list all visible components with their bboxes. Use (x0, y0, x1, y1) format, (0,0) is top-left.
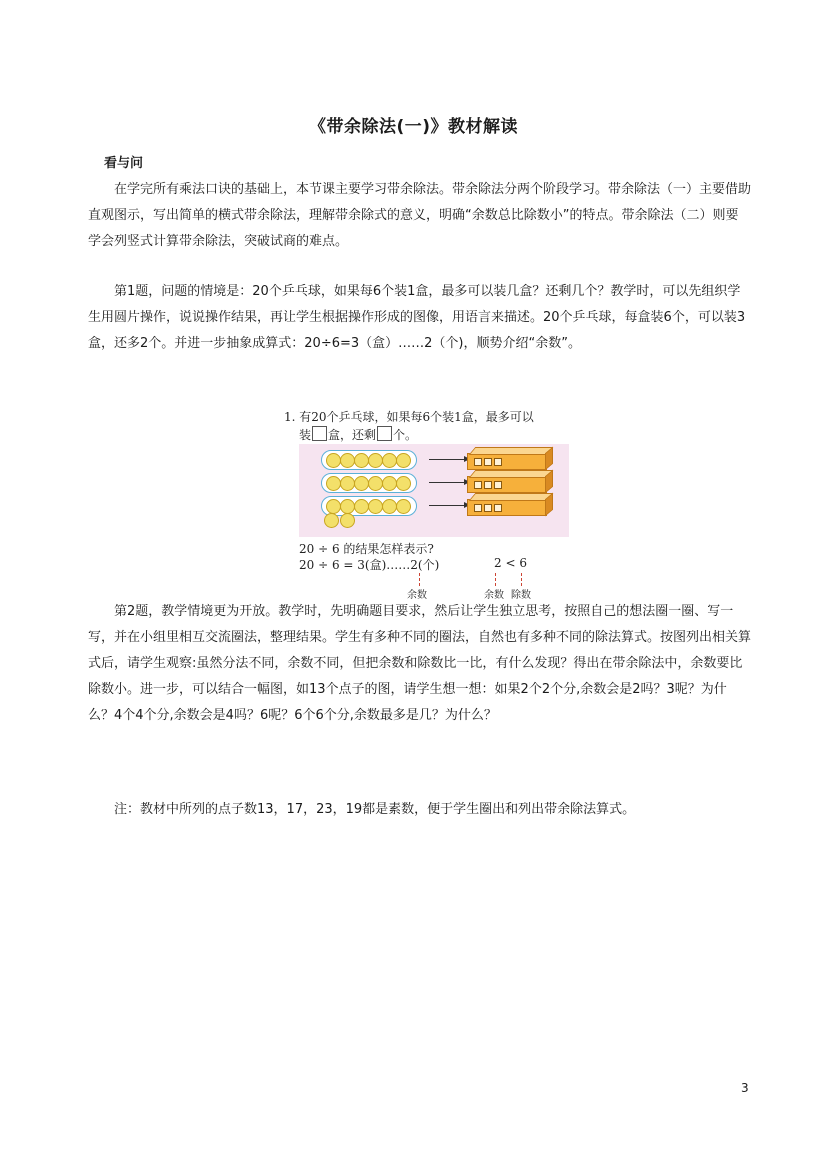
label-divisor: 除数 (511, 590, 531, 601)
ball-icon (368, 453, 383, 468)
figure-problem-line-1: 1. 有20个乒乓球，如果每6个装1盒，最多可以 (284, 410, 534, 424)
ball-group-2 (321, 473, 417, 493)
page-number: 3 (741, 1081, 749, 1095)
arrow-right-icon (429, 482, 469, 483)
ball-icon (368, 476, 383, 491)
dashed-pointer (419, 573, 420, 586)
arrow-right-icon (429, 505, 469, 506)
ball-icon (368, 499, 383, 514)
box-icon (467, 453, 547, 470)
box-icon (467, 499, 547, 516)
paragraph-problem-2: 第2题，教学情境更为开放。教学时，先明确题目要求，然后让学生独立思考，按照自己的想法圈一圈、写一写，并在小组里相互交流圈法，整理结果。学生有多种不同的圈法，自然也有多种不同的除法算式。按图列出相关算式后，请学生观察:虽然分法不同，余数不同，但把余数和除数比一比，有什么发现？得出在带余除法中，余数要比除数小。进一步，可以结合一幅图，如13个点子的图，请学生想一想：如果2个2个分,余数会是2吗？3呢？为什么？4个4个分,余数会是4吗？6呢？6个6个分,余数最多是几？为什么？ (88, 604, 752, 723)
figure-problem-line-2: 装 盒，还剩 个。 (299, 428, 418, 442)
leftover-ball-icon (340, 513, 355, 528)
label-remainder: 余数 (484, 590, 504, 601)
ball-icon (396, 453, 411, 468)
document-title: 《带余除法(一)》教材解读 (308, 117, 519, 137)
ball-icon (354, 499, 369, 514)
paragraph-problem-1: 第1题，问题的情境是：20个乒乓球，如果每6个装1盒，最多可以装几盒？还剩几个？教学时，可以先组织学生用圆片操作，说说操作结果，再让学生根据操作形成的图像，用语言来描述。20个乒乓球，每盒装6个，可以装3盒，还多2个。并进一步抽象成算式：20÷6=3（盒）……2（个)，顺势介绍“余数”。 (88, 284, 746, 351)
ball-icon (396, 499, 411, 514)
leftover-ball-icon (324, 513, 339, 528)
label-remainder: 余数 (407, 590, 427, 601)
ball-icon (326, 453, 341, 468)
illustration-panel (299, 444, 569, 537)
ball-icon (340, 499, 355, 514)
paragraph-intro: 在学完所有乘法口诀的基础上，本节课主要学习带余除法。带余除法分两个阶段学习。带余除法（一）主要借助直观图示，写出简单的横式带余除法，理解带余除式的意义，明确“余数总比除数小”的特点。带余除法（二）则要学会列竖式计算带余除法，突破试商的难点。 (88, 182, 752, 249)
answer-blank-remaining (377, 426, 392, 441)
ball-icon (396, 476, 411, 491)
figure-question: 20 ÷ 6 的结果怎样表示? (299, 542, 434, 556)
ball-group-1 (321, 450, 417, 470)
ball-icon (382, 453, 397, 468)
figure-equation: 20 ÷ 6 = 3(盒)……2(个) (299, 558, 440, 572)
answer-blank-boxes (312, 426, 327, 441)
figure-inequality: 2 < 6 (494, 556, 527, 570)
ball-icon (354, 476, 369, 491)
box-icon (467, 476, 547, 493)
dashed-pointer (521, 573, 522, 586)
ball-icon (382, 499, 397, 514)
ball-icon (382, 476, 397, 491)
ball-icon (354, 453, 369, 468)
dashed-pointer (495, 573, 496, 586)
ball-icon (340, 453, 355, 468)
paragraph-note: 注：教材中所列的点子数13，17，23，19都是素数，便于学生圈出和列出带余除法算式。 (88, 802, 636, 817)
section-heading: 看与问 (104, 156, 144, 171)
textbook-figure (281, 403, 576, 599)
arrow-right-icon (429, 459, 469, 460)
ball-icon (326, 476, 341, 491)
ball-icon (326, 499, 341, 514)
ball-icon (340, 476, 355, 491)
ball-group-3 (321, 496, 417, 516)
